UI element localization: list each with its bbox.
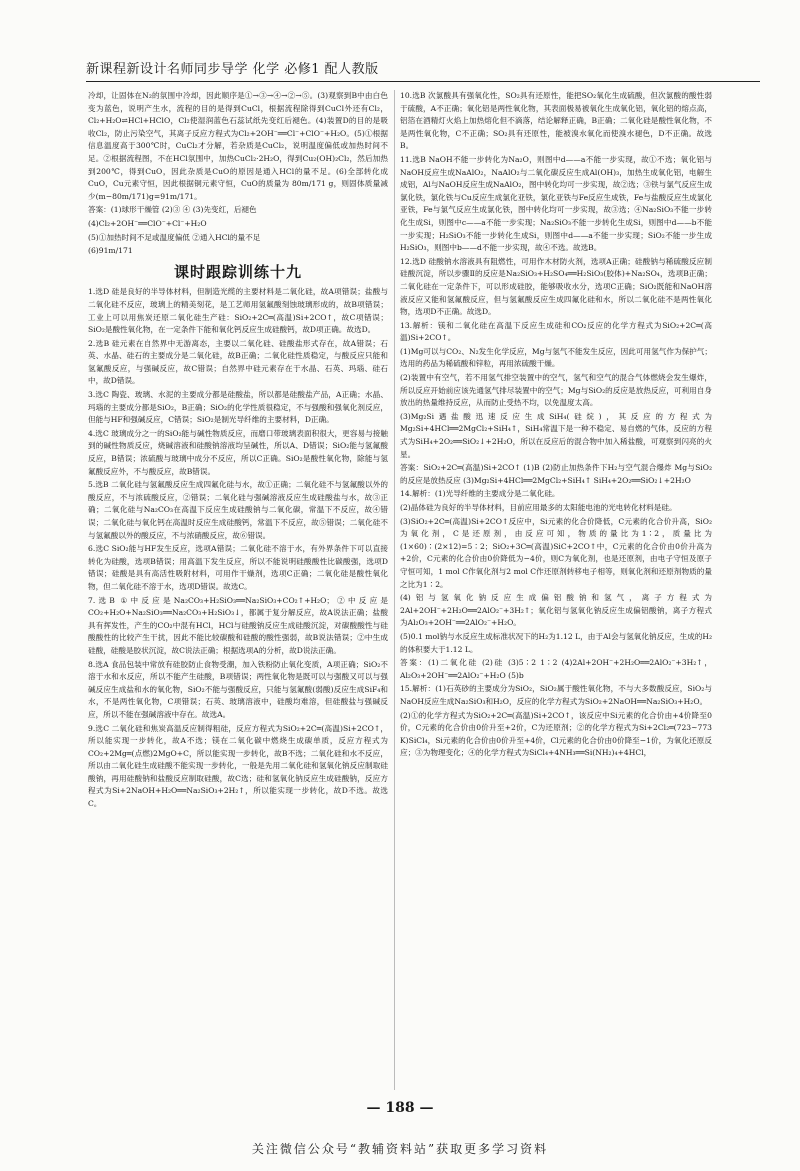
question-item: 5.选B 二氧化硅与氢氟酸反应生成四氟化硅与水，故①正确；二氧化硅不与氢氟酸以外的酸反应，不与浓硫酸反应，②错误；二氧化硅与强碱溶液反应生成硅酸盐与水，故③正确；二氧化硅与Na₂CO₃在高温下反应生成硅酸钠与二氧化碳，常温下不反应，故④错误；二氧化硅与氧化钙在高温时反应生成硅酸钙，常温下不反应，故⑤错误；二氧化硅不与氢氟酸以外的酸反应，不与浓硝酸反应，故⑥错误。	[88, 480, 388, 540]
answer-line: (4)Cl₂+2OH⁻══ClO⁻+Cl⁻+H₂O	[88, 218, 207, 228]
paragraph: (3)Mg₂Si遇盐酸迅速反应生成SiH₄(硅烷)，其反应的方程式为Mg₂Si+4HCl══2MgCl₂+SiH₄↑，SiH₄常温下是一种不稳定、易自燃的气体，反应的方程式为SiH₄+2O₂══SiO₂↓+2H₂O，所以在反应后的混合物中加入稀盐酸，可观察到闪亮的火星。	[400, 411, 712, 459]
question-item: 4.选C 玻璃成分之一的SiO₂能与碱性物质反应，而磨口带玻璃表面积很大，更容易与接触到的碱性物质反应，烧碱溶液和硅酸钠溶液均呈碱性，所以A、D错误；SiO₂能与氢氟酸反应，B错误；浓硫酸与玻璃中成分不反应，所以C正确。SiO₂是酸性氧化物，除能与氢氟酸反应外，不与酸反应，故B错误。	[88, 428, 388, 476]
question-item: 10.选B 次氯酸具有强氧化性，SO₂具有还原性，能把SO₂氧化生成硫酸，但次氯酸的酸性弱于硫酸，A不正确；氧化铝是两性氧化物，其表面极易被氧化生成氧化铝，氧化铝的熔点高，铝箔在酒精灯火焰上加热熔化但不滴落，结论解释正确，B正确；二氧化硅是酸性氧化物，不是两性氧化物，C不正确；SO₂具有还原性，能被溴水氧化而使溴水褪色，D不正确。故选B。	[400, 91, 712, 151]
answer-line: 答案：(1)二氧化硅 (2)硅 (3)5∶2 1∶2 (4)2Al+2OH⁻+2H₂O══2AlO₂⁻+3H₂↑，Al₂O₃+2OH⁻══2AlO₂⁻+H₂O (5)b	[400, 658, 712, 680]
paragraph: (3)SiO₂+2C═(高温)Si+2CO↑反应中，Si元素的化合价降低，C元素的化合价升高，SiO₂为氧化剂，C是还原剂，由反应可知，物质的量比为1∶2，质量比为(1×60)∶(2×12)=5∶2；SiO₂+3C═(高温)SiC+2CO↑中，C元素的化合价由0价升高为+2价，C元素的化合价由0价降低为−4价，则C为氧化剂，也是还原剂，由电子守恒及原子守恒可知，1 mol C作氧化剂与2 mol C作还原剂转移电子相等，则氧化剂和还原剂物质的量之比为1∶2。	[400, 516, 712, 589]
paragraph: (2)装置中有空气，若不用氢气排空装置中的空气，氢气和空气的混合气体燃烧会发生爆炸，所以反应开始前应该先通氢气排尽装置中的空气；Mg与SiO₂的反应是放热反应，可利用自身放出的热量维持反应，从而防止受热不均，以免温度太高。	[400, 373, 712, 408]
paragraph: (2)晶体硅为良好的半导体材料，目前应用最多的太阳能电池的光电转化材料是硅。	[400, 503, 677, 512]
paragraph: (5)0.1 mol钠与水反应生成标准状况下的H₂为1.12 L，由于Al会与氢氧化钠反应，生成的H₂的体积要大于1.12 L。	[400, 631, 712, 654]
paragraph: 冷却，让固体在N₂的氛围中冷却，因此顺序是①→③→④→②→⑤。(3)观察到B中由白色变为蓝色，说明产生水，流程的目的是得到CuCl，根据流程除得到CuCl外还有Cl₂，Cl₂+H₂O⇌HCl+HClO，Cl₂使湿润蓝色石蕊试纸先变红后褪色。(4)装置D的目的是吸收Cl₂，防止污染空气，其离子反应方程式为Cl₂+2OH⁻══Cl⁻+ClO⁻+H₂O。(5)①根据信息温度高于300℃时，CuCl₂才分解，若杂质是CuCl₂，说明温度偏低或加热时间不足。②根据流程图，不在HCl氛围中，加热CuCl₂·2H₂O，得到Cu₂(OH)₂Cl₂，然后加热到200℃，得到CuO，因此杂质是CuO的原因是通入HCl的量不足。(6)全部转化成CuO，Cu元素守恒，因此根据铜元素守恒，CuO的质量为 80m/171 g，则固体质量减少(m−80m/171)g=91m/171。	[88, 91, 388, 201]
paragraph: (4)铝与氢氧化钠反应生成偏铝酸钠和氢气，离子方程式为2Al+2OH⁻+2H₂O══2AlO₂⁻+3H₂↑；氧化铝与氢氧化钠反应生成偏铝酸钠，离子方程式为Al₂O₃+2OH⁻══2AlO₂⁻+H₂O。	[400, 593, 712, 628]
column-divider	[394, 90, 395, 1090]
question-item: 15.解析：(1)石英砂的主要成分为SiO₂，SiO₂属于酸性氧化物，不与大多数酸反应，SiO₂与NaOH反应生成Na₂SiO₃和H₂O，反应的化学方程式为SiO₂+2NaOH══Na₂SiO₃+H₂O。	[400, 684, 712, 706]
question-item: 2.选B 硅元素在自然界中无游离态，主要以二氧化硅、硅酸盐形式存在，故A错误；石英、水晶、硅石的主要成分是二氧化硅，故B正确；二氧化硅性质稳定，与酸反应只能和氢氟酸反应，与强碱反应，故C错误；自然界中硅元素存在于水晶、石英、玛瑙、硅石中，故D错误。	[88, 338, 388, 386]
question-item: 11.选B NaOH不能一步转化为Na₂O，则图中d——a不能一步实现，故①不选；氧化铝与NaOH反应生成NaAlO₂，NaAlO₂与二氧化碳反应生成Al(OH)₃，加热生成氧化铝，电解生成铝，Al与NaOH反应生成NaAlO₂，图中转化均可一步实现，故②选；③铁与氯气反应生成氯化铁，氯化铁与Cu反应生成氯化亚铁，氯化亚铁与Fe反应生成铁，Fe与盐酸反应生成氯化亚铁，Fe与氯气反应生成氯化铁，图中转化均可一步实现，故③选；④Na₂SiO₃不能一步转化生成Si，则图中c——a不能一步实现；Na₂SiO₃不能一步转化生成Si，则图中d——b不能一步实现；H₂SiO₃不能一步转化生成Si，则图中d——a不能一步实现；SiO₂不能一步生成H₂SiO₃，则图中b——d不能一步实现，故④不选。故选B。	[400, 154, 712, 253]
answer-line: 答案：(1)球形干燥管 (2)③ ④ (3)先变红，后褪色	[88, 205, 257, 215]
question-item: 3.选C 陶瓷、玻璃、水泥的主要成分都是硅酸盐，所以都是硅酸盐产品，A正确；水晶、玛瑙的主要成分都是SiO₂，B正确；SiO₂的化学性质很稳定，不与强酸和强氧化剂反应，但能与HF和强碱反应，C错误；SiO₂是制光导纤维的主要材料，D正确。	[88, 390, 388, 425]
question-item: 14.解析：(1)光导纤维的主要成分是二氧化硅。	[400, 489, 560, 499]
answer-line: (6)91m/171	[88, 246, 133, 256]
question-item: 1.选D 硅是良好的半导体材料，但制造光缆的主要材料是二氧化硅，故A项错误；盐酸与二氧化硅不反应，玻璃上的精美刻花，是工艺师用氢氟酸刻蚀玻璃形成的，故B项错误；工业上可以用焦炭还原二氧化硅生产硅：SiO₂+2C═(高温)Si+2CO↑，故C项错误；SiO₂是酸性氧化物，在一定条件下能和氧化钙反应生成硅酸钙，故D项正确。故选D。	[88, 287, 388, 335]
section-title: 课时跟踪训练十九	[173, 262, 302, 281]
question-item: 13.解析：镁和二氧化硅在高温下反应生成硅和CO₂反应的化学方程式为SiO₂+2C═(高温)Si+2CO↑。	[400, 320, 712, 343]
question-item: 12.选D 硅酸钠水溶液具有阻燃性，可用作木材防火剂，选项A正确；硅酸钠与稀硫酸反应制硅酸沉淀，所以步骤Ⅱ的反应是Na₂SiO₃+H₂SO₄══H₂SiO₃(胶体)+Na₂SO₄，选项B正确；二氧化硅在一定条件下，可以形成硅胶，能够吸收水分，选项C正确；SiO₂既能和NaOH溶液反应又能和氢氟酸反应，但与氢氟酸反应生成四氟化硅和水，所以二氧化硅不是两性氧化物，选项D不正确。故选D。	[400, 256, 712, 317]
question-item: 6.选C SiO₂能与HF发生反应，选项A错误；二氧化硅不溶于水，有外界条件下可以直接转化为硅酸，选项B错误；用高温下发生反应，所以不能说明硅酸酸性比碳酸强，选项D错误；硅酸是具有高活性吸附材料，可用作干燥剂，选项C正确；二氧化硅是酸性氧化物，但二氧化硅不溶于水，选项D错误。故选C。	[88, 544, 388, 591]
question-item: 8.选A 食品包装中常放有硅胶防止食物受潮，加入铁粉防止氧化变质，A项正确；SiO₂不溶于水和水反应，所以不能产生硅酸，B项错误；两性氧化物是既可以与强酸又可以与强碱反应生成盐和水的氧化物，SiO₂不能与强酸反应，只能与氢氟酸(弱酸)反应生成SiF₄和水，不是两性氧化物，C项错误；石英、玻璃溶液中，硅酸均难溶，但硅酸盐与强碱反应，所以不能在强碱溶液中存在。故选A。	[88, 659, 388, 719]
page-number: — 188 —	[366, 1100, 434, 1116]
answer-line: (5)①加热时间不足或温度偏低 ②通入HCl的量不足	[88, 232, 261, 242]
right-column	[400, 90, 712, 761]
page-header: 新课程新设计名师同步导学 化学 必修1 配人教版	[86, 58, 760, 82]
question-item: 9.选C 二氧化硅和焦炭高温反应制得粗硅，反应方程式为SiO₂+2C═(高温)Si+2CO↑，所以能实现一步转化，故A不选；镁在二氧化碳中燃烧生成碳单质，反应方程式为CO₂+2Mg═(点燃)2MgO+C，所以能实现一步转化，故B不选；二氧化硅和水不反应，所以由二氧化硅生成硅酸不能实现一步转化，一般是先用二氧化硅和氢氧化钠反应制取硅酸钠，再用硅酸钠和盐酸反应制取硅酸，故C选；硅和氢氧化钠反应生成硅酸钠，反应方程式为Si+2NaOH+H₂O══Na₂SiO₃+2H₂↑，所以能实现一步转化，故D不选。故选C。	[88, 723, 388, 809]
answer-line: 答案：SiO₂+2C═(高温)Si+2CO↑ (1)B (2)防止加热条件下H₂与空气混合爆炸 Mg与SiO₂的反应是放热反应 (3)Mg₂Si+4HCl══2MgCl₂+SiH₄↑ SiH₄+2O₂══SiO₂↓+2H₂O	[400, 463, 712, 485]
question-item: 7.选B ①中反应是Na₂CO₃+H₂SiO₃══Na₂SiO₃+CO₂↑+H₂O；②中反应是CO₂+H₂O+Na₂SiO₃══Na₂CO₃+H₂SiO₃↓，都属于复分解反应，故A说法正确；盐酸具有挥发性，产生的CO₂中混有HCl，HCl与硅酸钠反应生成硅酸沉淀，对碳酸酸性与硅酸酸性的比较产生干扰，因此不能比较碳酸和硅酸的酸性强弱，故B说法错误；②中生成硅酸，硅酸是胶状沉淀，故C说法正确；根据选项A的分析，故D说法正确。	[88, 595, 388, 655]
footer-note: 关注微信公众号“教辅资料站”获取更多学习资料	[251, 1142, 549, 1156]
paragraph: (1)Mg可以与CO₂、N₂发生化学反应，Mg与氢气不能发生反应，因此可用氢气作为保护气；选用的药品为稀硫酸和锌粒，再用浓硫酸干燥。	[400, 346, 712, 369]
left-column	[88, 90, 388, 812]
paragraph: (2)①的化学方程式为SiO₂+2C═(高温)Si+2CO↑，该反应中Si元素的化合价由+4价降至0价，C元素的化合价由0价升至+2价，C为还原剂；②的化学方程式为Si+2Cl₂═(723~773 K)SiCl₄，Si元素的化合价由0价升至+4价，Cl元素的化合价由0价降至−1价，为氧化还原反应；③为物理变化；④的化学方程式为SiCl₄+4NH₃══Si(NH₂)₄+4HCl，	[400, 710, 712, 758]
